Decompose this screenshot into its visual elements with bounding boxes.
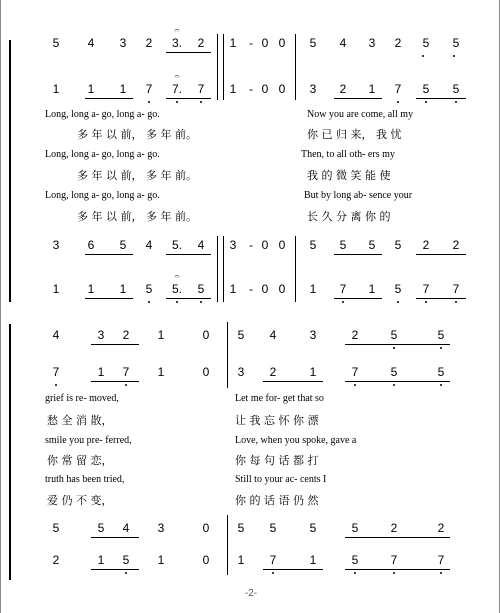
note: 5 bbox=[368, 238, 376, 252]
lyric-line bbox=[1, 187, 500, 207]
lyric-line bbox=[1, 410, 500, 430]
note: 3 bbox=[119, 36, 127, 50]
note: 1 bbox=[157, 365, 165, 379]
note: 5 bbox=[145, 282, 153, 296]
note: 0 bbox=[261, 36, 269, 50]
note: 0 bbox=[278, 36, 286, 50]
note: 1 bbox=[368, 282, 376, 296]
note: 0 bbox=[202, 365, 210, 379]
note: 7 bbox=[339, 282, 347, 296]
notation-row bbox=[1, 236, 500, 256]
beam bbox=[91, 381, 139, 382]
note: 5 bbox=[237, 521, 245, 535]
note: 7 bbox=[351, 365, 359, 379]
lyric-text: Long, long a- go, long a- go. bbox=[45, 190, 160, 201]
lyric-text: truth has been tried, bbox=[45, 474, 125, 485]
note: 4 bbox=[122, 521, 130, 535]
dot bbox=[440, 347, 442, 349]
lyric-line bbox=[1, 390, 500, 410]
note: 0 bbox=[261, 82, 269, 96]
lyric-text: 多 年 以 前， 多 年 前。 bbox=[77, 169, 197, 182]
dot bbox=[455, 101, 457, 103]
beam bbox=[334, 98, 382, 99]
note: 5 bbox=[97, 521, 105, 535]
lyric-text: Then, to all oth- ers my bbox=[301, 149, 395, 160]
note: 5 bbox=[309, 36, 317, 50]
note: 1 bbox=[229, 82, 237, 96]
fermata-icon: 𝄐 bbox=[174, 272, 180, 282]
beam bbox=[345, 537, 450, 538]
note: 5 bbox=[351, 521, 359, 535]
note: 1 bbox=[368, 82, 376, 96]
note: 1 bbox=[309, 365, 317, 379]
lyric-text: But by long ab- sence your bbox=[304, 190, 413, 201]
dot bbox=[125, 384, 127, 386]
beam bbox=[85, 98, 133, 99]
note: 5 bbox=[119, 238, 127, 252]
note: - bbox=[249, 238, 253, 252]
note: 2 bbox=[197, 36, 205, 50]
note: 7 bbox=[197, 82, 205, 96]
lyric-text: 你 常 留 恋， bbox=[47, 454, 113, 467]
note: - bbox=[249, 36, 253, 50]
note: 5 bbox=[351, 553, 359, 567]
note: 3 bbox=[309, 82, 317, 96]
dot bbox=[200, 301, 202, 303]
dot bbox=[397, 301, 399, 303]
notation-row bbox=[1, 272, 500, 300]
note: 1 bbox=[309, 553, 317, 567]
lyric-text: 让 我 忘 怀 你 漂 bbox=[235, 414, 319, 427]
note: 5 bbox=[197, 282, 205, 296]
notation-row bbox=[1, 326, 500, 346]
note: 5. bbox=[171, 238, 183, 252]
note: 5 bbox=[394, 282, 402, 296]
dot bbox=[354, 572, 356, 574]
dot bbox=[354, 384, 356, 386]
note: 7 bbox=[437, 553, 445, 567]
note: 3 bbox=[229, 238, 237, 252]
note: 1 bbox=[229, 282, 237, 296]
dot bbox=[440, 572, 442, 574]
lyric-text: Now you are come, all my bbox=[307, 109, 414, 120]
note: 5 bbox=[309, 238, 317, 252]
note: 2 bbox=[422, 238, 430, 252]
note: 5 bbox=[437, 365, 445, 379]
note: 5 bbox=[52, 36, 60, 50]
dot bbox=[393, 384, 395, 386]
dot bbox=[422, 55, 424, 57]
dot bbox=[342, 301, 344, 303]
note: 1 bbox=[229, 36, 237, 50]
note: 0 bbox=[261, 238, 269, 252]
note: 1 bbox=[119, 82, 127, 96]
note: 3 bbox=[237, 365, 245, 379]
lyric-text: grief is re- moved, bbox=[45, 393, 119, 404]
note: 4 bbox=[145, 238, 153, 252]
lyric-line bbox=[1, 146, 500, 166]
notation-row bbox=[1, 363, 500, 383]
note: 7 bbox=[269, 553, 277, 567]
lyric-text: 多 年 以 前， 多 年 前。 bbox=[77, 210, 197, 223]
note: 7 bbox=[145, 82, 153, 96]
note: 7 bbox=[390, 553, 398, 567]
beam bbox=[166, 254, 211, 255]
note: 1 bbox=[87, 282, 95, 296]
note: 5 bbox=[390, 328, 398, 342]
beam bbox=[85, 298, 133, 299]
note: 2 bbox=[437, 521, 445, 535]
note: 3 bbox=[97, 328, 105, 342]
lyric-line bbox=[1, 450, 500, 470]
note: 1 bbox=[97, 365, 105, 379]
note: 5 bbox=[422, 82, 430, 96]
note: 1 bbox=[309, 282, 317, 296]
note: - bbox=[249, 82, 253, 96]
notation-row bbox=[1, 519, 500, 539]
beam bbox=[85, 254, 133, 255]
beam bbox=[345, 569, 450, 570]
barline bbox=[295, 236, 296, 302]
dot bbox=[440, 384, 442, 386]
beam bbox=[334, 298, 382, 299]
note: 7 bbox=[452, 282, 460, 296]
note: 2 bbox=[390, 521, 398, 535]
note: 2 bbox=[394, 36, 402, 50]
note: 2 bbox=[122, 328, 130, 342]
note: 2 bbox=[339, 82, 347, 96]
notation-row bbox=[1, 72, 500, 100]
note: 5 bbox=[452, 36, 460, 50]
dot bbox=[425, 101, 427, 103]
note: 1 bbox=[237, 553, 245, 567]
note: 5 bbox=[422, 36, 430, 50]
note: 5. bbox=[171, 282, 183, 296]
note: 3 bbox=[368, 36, 376, 50]
note: 3 bbox=[309, 328, 317, 342]
note: 0 bbox=[278, 238, 286, 252]
lyric-text: 你 已 归 来， 我 忧 bbox=[307, 128, 402, 141]
dot bbox=[148, 301, 150, 303]
beam bbox=[345, 344, 450, 345]
note: 7 bbox=[52, 365, 60, 379]
lyric-line bbox=[1, 206, 500, 226]
beam bbox=[263, 381, 323, 382]
lyric-text: Love, when you spoke, gave a bbox=[235, 435, 357, 446]
note: 6 bbox=[87, 238, 95, 252]
barline bbox=[227, 515, 228, 575]
lyric-line bbox=[1, 124, 500, 144]
note: 1 bbox=[52, 282, 60, 296]
barline bbox=[227, 322, 228, 388]
lyric-text: 你 的 话 语 仍 然 bbox=[235, 494, 319, 507]
fermata-icon: 𝄐 bbox=[174, 26, 180, 36]
beam bbox=[91, 537, 139, 538]
note: 0 bbox=[278, 82, 286, 96]
note: 0 bbox=[202, 521, 210, 535]
fermata-icon: 𝄐 bbox=[174, 72, 180, 82]
dot bbox=[176, 301, 178, 303]
note: 2 bbox=[52, 553, 60, 567]
note: 1 bbox=[157, 328, 165, 342]
note: 3 bbox=[52, 238, 60, 252]
note: 7 bbox=[422, 282, 430, 296]
beam bbox=[416, 98, 466, 99]
dot bbox=[393, 572, 395, 574]
lyric-text: 长 久 分 离 你 的 bbox=[307, 210, 391, 223]
lyric-text: 多 年 以 前， 多 年 前。 bbox=[77, 128, 197, 141]
note: 4 bbox=[52, 328, 60, 342]
lyric-text: Let me for- get that so bbox=[235, 393, 324, 404]
note: 7 bbox=[122, 365, 130, 379]
dot bbox=[425, 301, 427, 303]
note: 5 bbox=[122, 553, 130, 567]
dot bbox=[455, 301, 457, 303]
note: 1 bbox=[157, 553, 165, 567]
note: 5 bbox=[452, 82, 460, 96]
note: 2 bbox=[452, 238, 460, 252]
lyric-line bbox=[1, 490, 500, 510]
beam bbox=[334, 254, 382, 255]
beam bbox=[166, 298, 211, 299]
note: 7. bbox=[171, 82, 183, 96]
note: 0 bbox=[278, 282, 286, 296]
note: 4 bbox=[339, 36, 347, 50]
lyric-text: Long, long a- go, long a- go. bbox=[45, 109, 160, 120]
dot bbox=[125, 572, 127, 574]
note: - bbox=[249, 282, 253, 296]
note: 2 bbox=[351, 328, 359, 342]
lyric-text: Still to your ac- cents I bbox=[235, 474, 327, 485]
dot bbox=[55, 384, 57, 386]
note: 5 bbox=[309, 521, 317, 535]
dot bbox=[397, 101, 399, 103]
lyric-text: smile you pre- ferred, bbox=[45, 435, 132, 446]
note: 2 bbox=[269, 365, 277, 379]
note: 0 bbox=[261, 282, 269, 296]
lyric-line bbox=[1, 165, 500, 185]
lyric-text: 我 的 微 笑 能 使 bbox=[307, 169, 391, 182]
note: 4 bbox=[87, 36, 95, 50]
note: 1 bbox=[52, 82, 60, 96]
lyric-text: Long, long a- go, long a- go. bbox=[45, 149, 160, 160]
page-number: -2- bbox=[244, 588, 258, 599]
barline bbox=[223, 236, 224, 302]
dot bbox=[148, 101, 150, 103]
lyric-line bbox=[1, 106, 500, 126]
beam bbox=[416, 254, 466, 255]
note: 0 bbox=[202, 328, 210, 342]
note: 5 bbox=[52, 521, 60, 535]
beam bbox=[91, 569, 139, 570]
note: 4 bbox=[269, 328, 277, 342]
note: 2 bbox=[145, 36, 153, 50]
lyric-text: 爱 仍 不 变， bbox=[47, 494, 113, 507]
lyric-line bbox=[1, 432, 500, 452]
note: 5 bbox=[394, 238, 402, 252]
beam bbox=[345, 381, 450, 382]
note: 3 bbox=[157, 521, 165, 535]
beam bbox=[91, 344, 139, 345]
notation-row bbox=[1, 26, 500, 54]
note: 5 bbox=[437, 328, 445, 342]
note: 5 bbox=[237, 328, 245, 342]
lyric-text: 愁 全 消 散， bbox=[47, 414, 113, 427]
dot bbox=[200, 101, 202, 103]
notation-row bbox=[1, 551, 500, 571]
note: 1 bbox=[97, 553, 105, 567]
barline bbox=[217, 236, 218, 302]
dot bbox=[393, 347, 395, 349]
dot bbox=[272, 572, 274, 574]
note: 5 bbox=[339, 238, 347, 252]
note: 5 bbox=[390, 365, 398, 379]
beam bbox=[166, 98, 211, 99]
note: 4 bbox=[197, 238, 205, 252]
note: 1 bbox=[87, 82, 95, 96]
beam bbox=[166, 52, 211, 53]
note: 0 bbox=[202, 553, 210, 567]
note: 3. bbox=[171, 36, 183, 50]
lyric-text: 你 每 句 话 都 打 bbox=[235, 454, 319, 467]
beam bbox=[416, 298, 466, 299]
note: 5 bbox=[269, 521, 277, 535]
lyric-line bbox=[1, 471, 500, 491]
dot bbox=[176, 101, 178, 103]
dot bbox=[453, 55, 455, 57]
note: 1 bbox=[119, 282, 127, 296]
beam bbox=[263, 569, 323, 570]
note: 7 bbox=[394, 82, 402, 96]
